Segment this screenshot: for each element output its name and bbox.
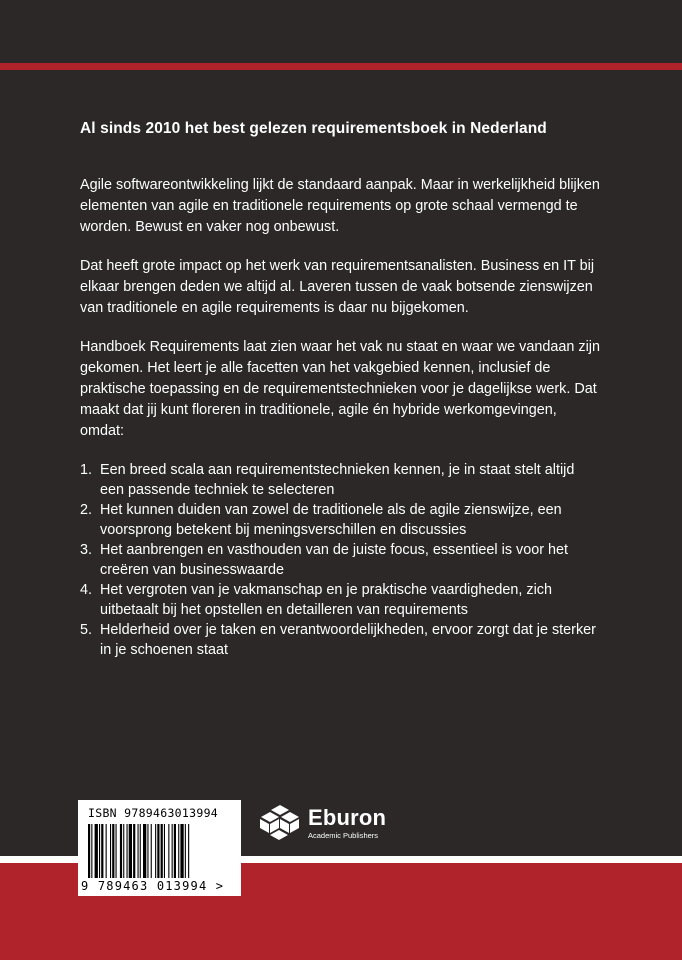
isbn-label: ISBN 9789463013994 <box>88 806 219 820</box>
barcode-bar <box>123 824 124 878</box>
list-item-text: Een breed scala aan requirementstechnieken kennen, je in staat stelt altijd een passende techniek te selecteren <box>100 462 575 498</box>
barcode-bar <box>95 824 98 878</box>
barcode-bars-icon <box>84 824 234 880</box>
list-item-number: 2. <box>80 502 93 518</box>
publisher-name: Eburon <box>308 805 387 830</box>
barcode-bar <box>129 824 132 878</box>
barcode-bar <box>151 824 152 878</box>
list-item-number: 4. <box>80 582 93 598</box>
list-item <box>80 540 600 580</box>
list-item <box>80 460 600 500</box>
barcode-bar <box>172 824 173 878</box>
list-item <box>80 580 600 620</box>
eburon-cubes-icon <box>256 804 304 844</box>
barcode-bar <box>147 824 148 878</box>
list-item-number: 1. <box>80 462 93 478</box>
barcode-bar <box>127 824 128 878</box>
barcode-bar <box>88 824 90 878</box>
barcode-bar <box>178 824 179 878</box>
list-item <box>80 500 600 540</box>
barcode-bar <box>164 824 165 878</box>
barcode-bar <box>106 824 107 878</box>
list-item-text: Het aanbrengen en vasthouden van de juiste focus, essentieel is voor het creëren van businesswaarde <box>100 542 569 578</box>
list-item-text: Het kunnen duiden van zowel de traditionele als de agile zienswijze, een voorsprong betekent bij meningsverschillen en discussies <box>100 502 562 538</box>
publisher-tagline: Academic Publishers <box>308 831 379 840</box>
list-item-number: 3. <box>80 542 93 558</box>
barcode-bar <box>101 824 103 878</box>
barcode <box>78 800 241 896</box>
paragraph-2: Dat heeft grote impact op het werk van requirementsanalisten. Business en IT bij elkaar brengen deden we altijd al. Laveren tussen de vaak botsende zienswijzen van traditionele en agile requirements is daar nu bijgekomen. <box>80 258 595 316</box>
barcode-bar <box>143 824 146 878</box>
barcode-bar <box>120 824 122 878</box>
barcode-bar <box>140 824 141 878</box>
barcode-bar <box>91 824 92 878</box>
ean-digits: 9 789463 013994 > <box>81 879 225 893</box>
back-cover-text <box>80 118 600 660</box>
barcode-bar <box>110 824 111 878</box>
barcode-bar <box>112 824 114 878</box>
barcode-bar <box>155 824 156 878</box>
benefits-list <box>80 460 600 660</box>
barcode-bar <box>138 824 139 878</box>
barcode-bar <box>185 824 186 878</box>
barcode-bar <box>174 824 176 878</box>
list-item-text: Helderheid over je taken en verantwoordelijkheden, ervoor zorgt dat je sterker in je schoenen staat <box>100 622 596 658</box>
barcode-bar <box>116 824 117 878</box>
list-item <box>80 620 600 660</box>
barcode-bar <box>180 824 183 878</box>
paragraph-1: Agile softwareontwikkeling lijkt de standaard aanpak. Maar in werkelijkheid blijken elementen van agile en traditionele requirements op grote schaal vermengd te worden. Bewust en vaker nog onbewust. <box>80 177 600 235</box>
barcode-bar <box>188 824 189 878</box>
list-item-number: 5. <box>80 622 93 638</box>
barcode-bar <box>133 824 135 878</box>
barcode-bar <box>157 824 159 878</box>
publisher-logo <box>256 804 396 844</box>
barcode-bar <box>161 824 163 878</box>
barcode-bar <box>168 824 169 878</box>
barcode-bar <box>99 824 100 878</box>
list-item-text: Het vergroten van je vakmanschap en je praktische vaardigheden, zich uitbetaalt bij het opstellen en detailleren van requirements <box>100 582 552 618</box>
paragraph-3: Handboek Requirements laat zien waar het vak nu staat en waar we vandaan zijn gekomen. Het leert je alle facetten van het vakgebied kennen, inclusief de praktische toepassing en de requirementstechnieken voor je dagelijkse werk. Dat maakt dat jij kunt floreren in traditionele, agile én hybride werkomgevingen, omdat: <box>80 339 600 439</box>
top-red-stripe <box>0 63 682 70</box>
headline: Al sinds 2010 het best gelezen requirementsboek in Nederland <box>80 120 547 137</box>
